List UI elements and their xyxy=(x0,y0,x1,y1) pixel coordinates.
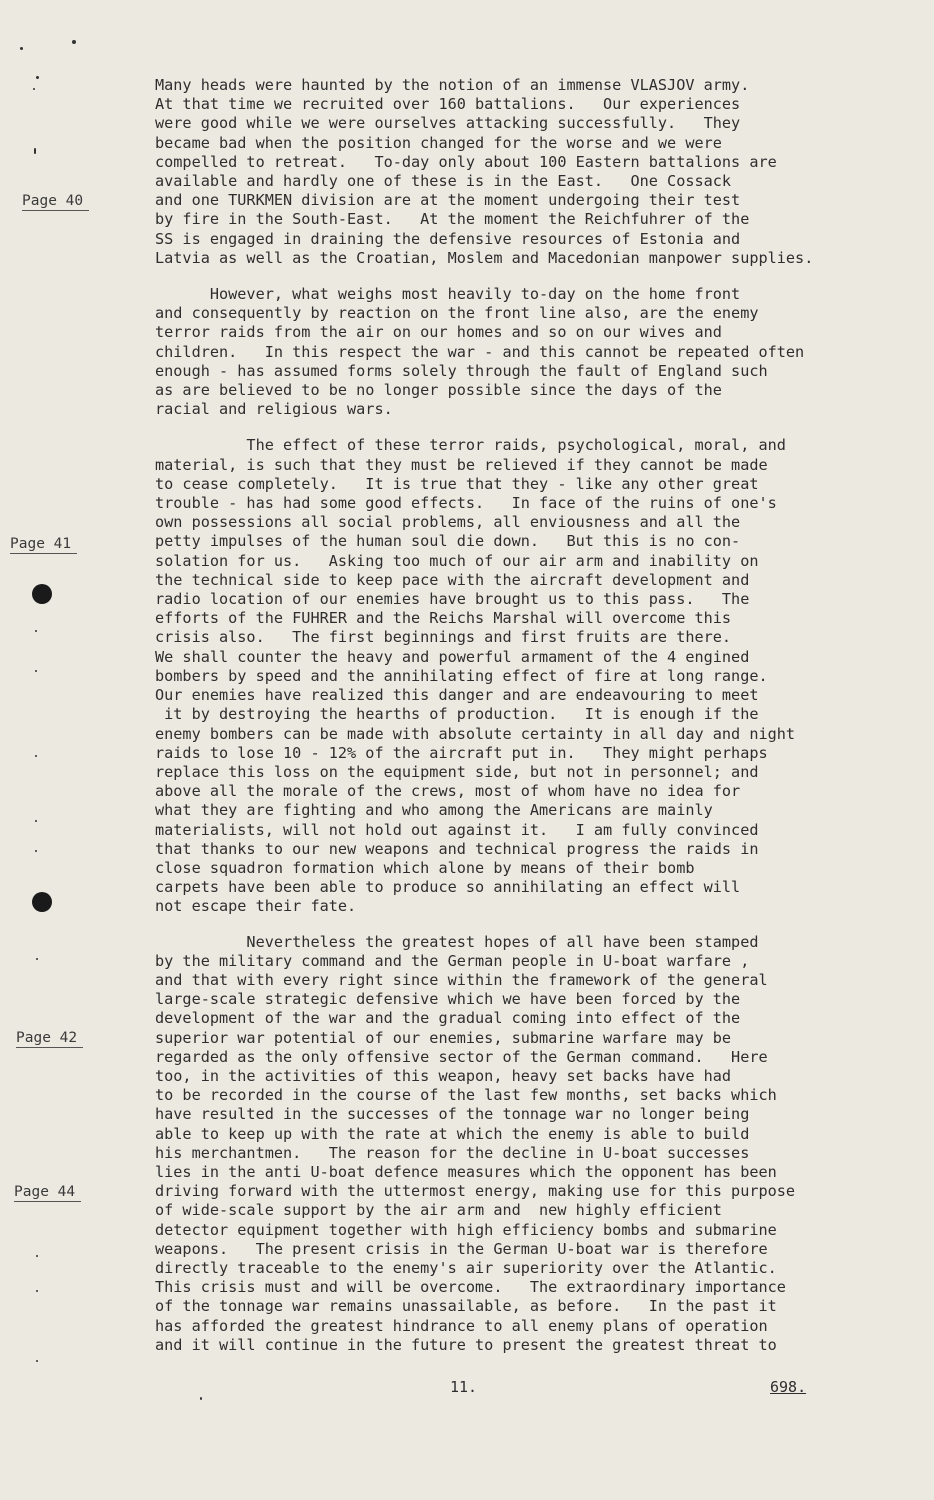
text-line: superior war potential of our enemies, submarine warfare may be xyxy=(155,1028,732,1047)
text-line: The effect of these terror raids, psychological, moral, and xyxy=(155,436,786,455)
text-line: too, in the activities of this weapon, heavy set backs have had xyxy=(155,1066,732,1085)
text-line: Nevertheless the greatest hopes of all have been stamped xyxy=(155,932,759,951)
document-number: 698. xyxy=(770,1378,807,1396)
text-line: to be recorded in the course of the last few months, set backs which xyxy=(155,1086,777,1105)
text-line: solation for us. Asking too much of our air arm and inability on xyxy=(155,551,759,570)
text-line: own possessions all social problems, all enviousness and all the xyxy=(155,513,741,532)
text-line: became bad when the position changed for the worse and we were xyxy=(155,133,722,152)
text-line: At that time we recruited over 160 battalions. Our experiences xyxy=(155,95,741,114)
text-line: enemy bombers can be made with absolute certainty in all day and night xyxy=(155,724,796,743)
text-line: has afforded the greatest hindrance to all enemy plans of operation xyxy=(155,1316,768,1335)
margin-speck xyxy=(36,1290,38,1292)
text-line: Many heads were haunted by the notion of an immense VLASJOV army. xyxy=(155,76,750,94)
text-line: trouble - has had some good effects. In face of the ruins of one's xyxy=(155,494,777,513)
text-line: that thanks to our new weapons and technical progress the raids in xyxy=(155,839,759,858)
text-line: and it will continue in the future to present the greatest threat to xyxy=(155,1335,777,1354)
text-line: Our enemies have realized this danger and are endeavouring to meet xyxy=(155,686,759,705)
text-line: raids to lose 10 - 12% of the aircraft put in. They might perhaps xyxy=(155,743,768,762)
binder-hole-top xyxy=(32,584,52,604)
text-line: replace this loss on the equipment side, but not in personnel; and xyxy=(155,762,759,781)
text-line: bombers by speed and the annihilating effect of fire at long range. xyxy=(155,666,768,685)
text-line: This crisis must and will be overcome. The extraordinary importance xyxy=(155,1278,786,1297)
text-line: large-scale strategic defensive which we have been forced by the xyxy=(155,990,741,1009)
text-line: directly traceable to the enemy's air superiority over the Atlantic. xyxy=(155,1258,777,1277)
text-line: compelled to retreat. To-day only about 100 Eastern battalions are xyxy=(155,152,777,171)
margin-speck xyxy=(34,148,36,154)
text-line: radio location of our enemies have brought us to this pass. The xyxy=(155,590,750,609)
margin-speck xyxy=(36,1360,38,1362)
text-line: and that with every right since within the framework of the general xyxy=(155,970,768,989)
margin-speck xyxy=(33,88,35,90)
margin-page-ref-40: Page 40 xyxy=(22,193,89,211)
text-line: close squadron formation which alone by means of their bomb xyxy=(155,858,695,877)
margin-speck xyxy=(20,47,23,50)
text-line: weapons. The present crisis in the German U-boat war is therefore xyxy=(155,1239,768,1258)
text-line: regarded as the only offensive sector of the German command. Here xyxy=(155,1047,768,1066)
margin-speck xyxy=(35,755,37,757)
margin-speck xyxy=(35,820,37,822)
margin-speck xyxy=(200,1397,202,1400)
text-line: and consequently by reaction on the front line also, are the enemy xyxy=(155,304,759,323)
text-line: SS is engaged in draining the defensive resources of Estonia and xyxy=(155,229,741,248)
text-line: above all the morale of the crews, most of whom have no idea for xyxy=(155,782,741,801)
text-line: by fire in the South-East. At the moment the Reichfuhrer of the xyxy=(155,210,750,229)
margin-speck xyxy=(36,958,38,960)
margin-speck xyxy=(36,1255,38,1257)
text-line: crisis also. The first beginnings and first fruits are there. xyxy=(155,628,732,647)
text-line: as are believed to be no longer possible since the days of the xyxy=(155,381,722,400)
text-line: and one TURKMEN division are at the moment undergoing their test xyxy=(155,191,741,210)
text-line: We shall counter the heavy and powerful armament of the 4 engined xyxy=(155,647,750,666)
text-line: terror raids from the air on our homes and so on our wives and xyxy=(155,323,722,342)
text-line: Latvia as well as the Croatian, Moslem and Macedonian manpower supplies. xyxy=(155,248,814,267)
text-line: petty impulses of the human soul die down. But this is no con- xyxy=(155,532,741,551)
text-line: available and hardly one of these is in the East. One Cossack xyxy=(155,172,732,191)
text-line: enough - has assumed forms solely through the fault of England such xyxy=(155,361,768,380)
text-line: what they are fighting and who among the Americans are mainly xyxy=(155,801,713,820)
margin-speck xyxy=(35,630,37,632)
text-line: the technical side to keep pace with the aircraft development and xyxy=(155,570,750,589)
paragraph-effect-of-raids xyxy=(155,436,855,916)
text-line: development of the war and the gradual coming into effect of the xyxy=(155,1009,741,1028)
margin-page-ref-42: Page 42 xyxy=(16,1030,83,1048)
text-line: were good while we were ourselves attacking successfully. They xyxy=(155,114,741,133)
paragraph-terror-raids xyxy=(155,285,855,419)
text-line: racial and religious wars. xyxy=(155,400,393,419)
text-line: efforts of the FUHRER and the Reichs Marshal will overcome this xyxy=(155,609,732,628)
paragraph-u-boat-warfare xyxy=(155,933,855,1355)
page-number: 11. xyxy=(450,1378,478,1396)
margin-page-ref-41: Page 41 xyxy=(10,536,77,554)
text-line: material, is such that they must be relieved if they cannot be made xyxy=(155,455,768,474)
text-line: his merchantmen. The reason for the decline in U-boat successes xyxy=(155,1143,750,1162)
paragraph-vlasjov-army xyxy=(155,76,855,268)
text-line: However, what weighs most heavily to-day on the home front xyxy=(155,285,741,304)
text-line: of the tonnage war remains unassailable, as before. In the past it xyxy=(155,1297,777,1316)
text-line: able to keep up with the rate at which the enemy is able to build xyxy=(155,1124,750,1143)
margin-speck xyxy=(36,76,39,79)
text-line: it by destroying the hearths of production. It is enough if the xyxy=(155,705,759,724)
text-line: carpets have been able to produce so annihilating an effect will xyxy=(155,878,741,897)
text-line: lies in the anti U-boat defence measures which the opponent has been xyxy=(155,1162,777,1181)
document-body xyxy=(155,76,855,1355)
text-line: not escape their fate. xyxy=(155,897,357,916)
text-line: of wide-scale support by the air arm and new highly efficient xyxy=(155,1201,722,1220)
margin-speck xyxy=(72,40,76,44)
text-line: materialists, will not hold out against it. I am fully convinced xyxy=(155,820,759,839)
text-line: by the military command and the German people in U-boat warfare , xyxy=(155,951,750,970)
margin-page-ref-44: Page 44 xyxy=(14,1184,81,1202)
margin-speck xyxy=(35,670,37,672)
text-line: children. In this respect the war - and this cannot be repeated often xyxy=(155,342,805,361)
text-line: detector equipment together with high efficiency bombs and submarine xyxy=(155,1220,777,1239)
margin-speck xyxy=(35,850,37,852)
text-line: have resulted in the successes of the tonnage war no longer being xyxy=(155,1105,750,1124)
binder-hole-bottom xyxy=(32,892,52,912)
text-line: driving forward with the uttermost energy, making use for this purpose xyxy=(155,1182,796,1201)
text-line: to cease completely. It is true that they - like any other great xyxy=(155,474,759,493)
